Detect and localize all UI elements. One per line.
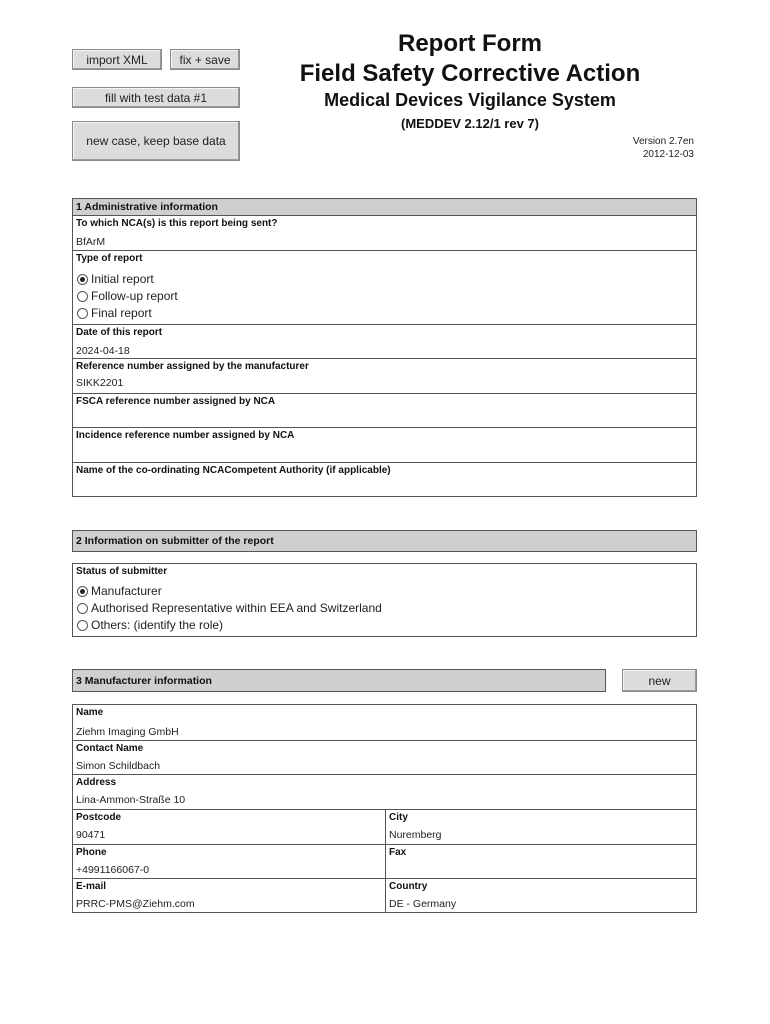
manufacturer-box [72,704,697,913]
manufacturer-name-field [73,705,696,740]
fsca-ref-label: FSCA reference number assigned by NCA [76,396,276,407]
nca-value[interactable]: BfArM [76,236,106,248]
meddev-reference: (MEDDEV 2.12/1 rev 7) [400,116,539,131]
coordinating-nca-label: Name of the co-ordinating NCACompetent Authority (if applicable) [76,465,391,476]
new-case-button[interactable]: new case, keep base data [72,121,240,161]
system-title: Medical Devices Vigilance System [324,90,616,110]
address-value[interactable]: Lina-Ammon-Straße 10 [76,794,186,806]
nca-label: To which NCA(s) is this report being sent? [76,218,278,229]
radio-final-report[interactable] [77,306,152,320]
city-value[interactable]: Nuremberg [389,829,442,841]
admin-info-box [72,215,697,497]
radio-label: Final report [91,306,152,320]
incidence-ref-label: Incidence reference number assigned by NCA [76,430,295,441]
radio-label: Others: (identify the role) [91,618,224,632]
address-field [73,774,696,809]
form-subtitle: Field Safety Corrective Action [299,60,641,87]
radio-selected-icon[interactable] [77,586,88,597]
column-divider [385,879,386,913]
email-country-row [73,878,696,913]
section1-heading: 1 Administrative information [72,198,697,216]
report-type-field [73,250,696,324]
address-label: Address [76,777,117,788]
manufacturer-ref-label: Reference number assigned by the manufacturer [76,361,309,372]
fsca-ref-field[interactable] [73,393,696,427]
radio-others[interactable] [77,618,223,632]
nca-field [73,216,696,250]
email-label: E-mail [76,881,107,892]
submitter-status-label: Status of submitter [76,566,168,577]
radio-label: Manufacturer [91,584,162,598]
report-date-label: Date of this report [76,327,163,338]
contact-name-value[interactable]: Simon Schildbach [76,760,161,772]
import-xml-button[interactable]: import XML [72,49,162,70]
radio-authorised-rep[interactable] [77,601,382,615]
contact-name-field [73,740,696,774]
phone-label: Phone [76,847,107,858]
radio-unselected-icon[interactable] [77,291,88,302]
manufacturer-name-value[interactable]: Ziehm Imaging GmbH [76,726,179,738]
fix-save-button[interactable]: fix + save [170,49,240,70]
manufacturer-ref-value[interactable]: SIKK2201 [76,377,124,389]
new-manufacturer-button[interactable]: new [622,669,697,692]
coordinating-nca-field[interactable] [73,462,696,497]
postcode-city-row [73,809,696,844]
fill-test-data-button[interactable]: fill with test data #1 [72,87,240,108]
version-label: Version 2.7en [632,136,694,147]
manufacturer-ref-field [73,358,696,393]
incidence-ref-field[interactable] [73,427,696,462]
form-title: Report Form [398,30,542,57]
radio-label: Initial report [91,272,154,286]
radio-initial-report[interactable] [77,272,154,286]
radio-unselected-icon[interactable] [77,603,88,614]
radio-selected-icon[interactable] [77,274,88,285]
radio-followup-report[interactable] [77,289,178,303]
country-value[interactable]: DE - Germany [389,898,457,910]
report-date-value[interactable]: 2024-04-18 [76,345,130,357]
column-divider [385,810,386,844]
report-type-label: Type of report [76,253,143,264]
version-date: 2012-12-03 [642,149,694,160]
postcode-value[interactable]: 90471 [76,829,106,841]
phone-value[interactable]: +4991166067-0 [76,864,150,876]
manufacturer-name-label: Name [76,707,104,718]
radio-label: Follow-up report [91,289,178,303]
section3-heading: 3 Manufacturer information [72,669,606,692]
report-date-field [73,324,696,358]
country-label: Country [389,881,428,892]
contact-name-label: Contact Name [76,743,144,754]
fax-label: Fax [389,847,407,858]
postcode-label: Postcode [76,812,122,823]
radio-unselected-icon[interactable] [77,620,88,631]
radio-label: Authorised Representative within EEA and Switzerland [91,601,382,615]
city-label: City [389,812,408,823]
column-divider [385,845,386,878]
email-value[interactable]: PRRC-PMS@Ziehm.com [76,898,195,910]
radio-unselected-icon[interactable] [77,308,88,319]
submitter-box [72,563,697,637]
radio-manufacturer[interactable] [77,584,162,598]
section2-heading: 2 Information on submitter of the report [72,530,697,552]
phone-fax-row [73,844,696,878]
